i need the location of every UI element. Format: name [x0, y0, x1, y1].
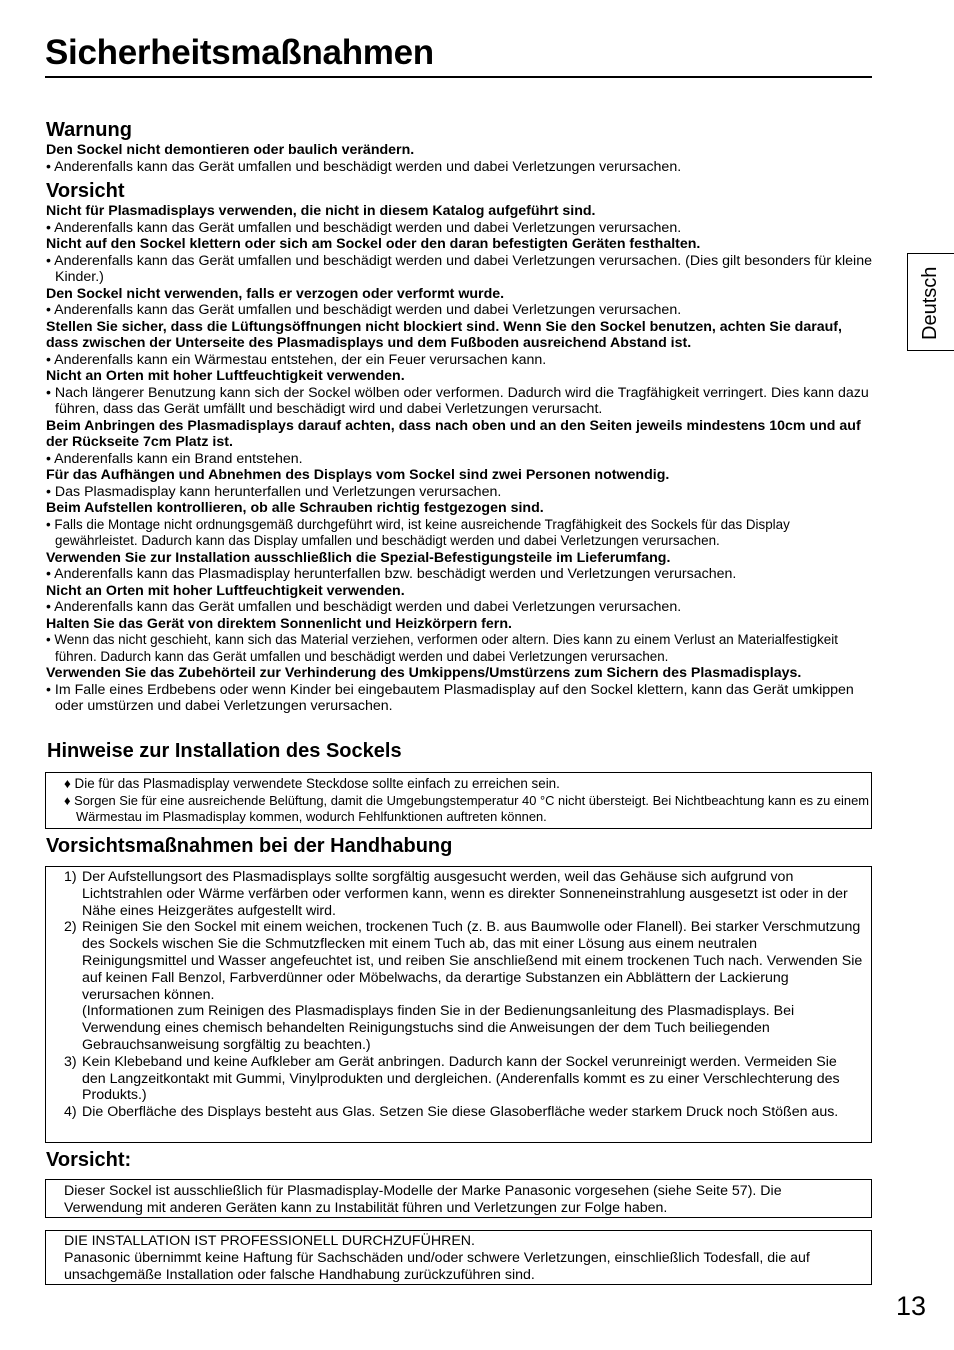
warnung-item-title: Den Sockel nicht demontieren oder baulich verändern.: [46, 142, 415, 158]
item-text: Kein Klebeband und keine Aufkleber am Gerät anbringen. Dadurch kann der Sockel verunreinigt werden. Vermeiden Sie den Langzeitkontakt mit Gummi, Vinylprodukten und dergleichen. (Anderenfalls kommt es zu einer Verschlechterung des Produkts.): [82, 1053, 840, 1104]
vorsicht2-box: [45, 1179, 872, 1218]
vorsicht-item-title: Den Sockel nicht verwenden, falls er verzogen oder verformt wurde.: [46, 285, 505, 302]
hinweise-box: [45, 772, 872, 829]
warnung-heading: Warnung: [46, 119, 132, 141]
handhabung-heading: Vorsichtsmaßnahmen bei der Handhabung: [46, 835, 453, 857]
page-number: 13: [896, 1291, 927, 1321]
vorsicht-item-title: Für das Aufhängen und Abnehmen des Displays vom Sockel sind zwei Personen notwendig.: [46, 467, 670, 483]
vorsicht2-heading: Vorsicht:: [46, 1149, 132, 1171]
item-number: 3): [64, 1053, 77, 1070]
handhabung-item: [64, 869, 863, 919]
vorsicht-item-title: Halten Sie das Gerät von direktem Sonnenlicht und Heizkörpern fern.: [46, 615, 512, 632]
item-number: 2): [64, 919, 77, 936]
item-text: Die Oberfläche des Displays besteht aus Glas. Setzen Sie diese Glasoberfläche weder starkem Druck noch Stößen aus.: [82, 1104, 839, 1121]
vorsicht-heading: Vorsicht: [46, 180, 125, 202]
installation-box: [45, 1230, 872, 1285]
vorsicht-item-title: Stellen Sie sicher, dass die Lüftungsöffnungen nicht blockiert sind. Wenn Sie den Sockel benutzen, achten Sie darauf, dass zwischen der Unterseite des Plasmadisplays und dem Fußboden ausreichend Abstand ist.: [46, 318, 842, 351]
vorsicht-item-text: • Wenn das nicht geschieht, kann sich das Material verziehen, verformen oder altern. Dies kann zu einem Verlust an Materialfestigkeit führen. Dadurch kann das Gerät umfallen und beschädigt werden und dabei Verletzungen verursachen.: [46, 632, 838, 664]
language-tab-label: Deutsch: [919, 266, 941, 340]
handhabung-item: [64, 919, 863, 1053]
vorsicht-item-title: Verwenden Sie zur Installation ausschließlich die Spezial-Befestigungsteile im Lieferumfang.: [46, 549, 671, 566]
hinweise-item: ♦ Sorgen Sie für eine ausreichende Belüftung, damit die Umgebungstemperatur 40 °C nicht übersteigt. Bei Nichtbeachtung kann es zu einem Wärmestau im Plasmadisplay kommen, wodurch Fehlfunktionen auftreten können.: [64, 792, 869, 825]
vorsicht-item-text: • Anderenfalls kann das Gerät umfallen und beschädigt werden und dabei Verletzungen verursachen.: [46, 219, 682, 236]
item-number: 1): [64, 869, 77, 885]
vorsicht-item-text: • Anderenfalls kann das Gerät umfallen und beschädigt werden und dabei Verletzungen verursachen.: [46, 302, 682, 318]
vorsicht-item-title: Nicht auf den Sockel klettern oder sich am Sockel oder den daran befestigten Geräten festhalten.: [46, 236, 701, 252]
handhabung-item: [64, 1054, 863, 1104]
installation-line-2: Panasonic übernimmt keine Haftung für Sachschäden und/oder schwere Verletzungen, einschließlich Todesfall, die auf unsachgemäße Installation oder falsche Handhabung zurückzuführen sind.: [64, 1249, 810, 1283]
hinweise-item: ♦ Die für das Plasmadisplay verwendete Steckdose sollte einfach zu erreichen sein.: [64, 776, 560, 791]
handhabung-box: [45, 866, 872, 1143]
item-text: Der Aufstellungsort des Plasmadisplays sollte sorgfältig ausgesucht werden, weil das Gehäuse sich aufgrund von Lichtstrahlen oder Wärme verfärben oder verformen kann, wenn es direkter Sonneneinstrahlung ausgesetzt ist oder in der Nähe eines Heizgerätes aufgestellt wird.: [82, 869, 848, 919]
item-text: Reinigen Sie den Sockel mit einem weichen, trockenen Tuch (z. B. aus Baumwolle oder Flanell). Bei starker Verschmutzung des Sockels wischen Sie die Schmutzflecken mit einem Tuch ab, das mit einer Lösung aus einem neutralen Reinigungsmittel und Wasser angefeuchtet ist, und reiben Sie anschließend mit einem trockenen Tuch nach. Verwenden Sie auf keinen Fall Benzol, Farbverdünner oder Möbelwachs, da derartige Substanzen ein Abblättern der Lackierung verursachen können.: [82, 919, 863, 1003]
vorsicht-item-text: • Anderenfalls kann ein Wärmestau entstehen, der ein Feuer verursachen kann.: [46, 351, 547, 368]
warnung-item-text: • Anderenfalls kann das Gerät umfallen und beschädigt werden und dabei Verletzungen verursachen.: [46, 158, 682, 175]
vorsicht2-text: Dieser Sockel ist ausschließlich für Plasmadisplay-Modelle der Marke Panasonic vorgesehen (siehe Seite 57). Die Verwendung mit anderen Geräten kann zu Instabilität führen und Verletzungen zur Folge haben.: [64, 1183, 782, 1216]
vorsicht-item-text: • Das Plasmadisplay kann herunterfallen und Verletzungen verursachen.: [46, 483, 502, 500]
vorsicht-item-title: Beim Anbringen des Plasmadisplays darauf achten, dass nach oben und an den Seiten jeweils mindestens 10cm und auf der Rückseite 7cm Platz ist.: [46, 417, 861, 450]
item-number: 4): [64, 1104, 77, 1121]
vorsicht-item-text: • Nach längerer Benutzung kann sich der Sockel wölben oder verformen. Dadurch wird die Tragfähigkeit verringert. Dies kann dazu führen, dass das Gerät umfällt und beschädigt wird und dabei Verletzungen verursacht.: [46, 384, 869, 417]
installation-line-1: DIE INSTALLATION IST PROFESSIONELL DURCHZUFÜHREN.: [64, 1233, 475, 1249]
item-note: (Informationen zum Reinigen des Plasmadisplays finden Sie in der Bedienungsanleitung des Plasmadisplays. Bei Verwendung eines chemisch behandelten Reinigungstuchs sind die Anweisungen der dem Tuch beiliegenden Gebrauchsanweisung sorgfältig zu beachten.): [82, 1003, 795, 1053]
vorsicht-item-title: Beim Aufstellen kontrollieren, ob alle Schrauben richtig festgezogen sind.: [46, 500, 544, 516]
vorsicht-item-title: Nicht für Plasmadisplays verwenden, die nicht in diesem Katalog aufgeführt sind.: [46, 203, 596, 219]
vorsicht-list: [46, 203, 876, 715]
handhabung-item: [64, 1104, 863, 1121]
hinweise-heading: Hinweise zur Installation des Sockels: [47, 740, 402, 762]
warnung-list: [46, 142, 876, 175]
page-title: Sicherheitsmaßnahmen: [45, 33, 434, 72]
title-underline: [45, 76, 872, 78]
vorsicht-item-text: • Anderenfalls kann das Gerät umfallen und beschädigt werden und dabei Verletzungen verursachen.: [46, 599, 682, 615]
vorsicht-item-text: • Anderenfalls kann ein Brand entstehen.: [46, 450, 303, 467]
vorsicht-item-text: • Im Falle eines Erdbebens oder wenn Kinder bei eingebautem Plasmadisplay auf den Sockel klettern, kann das Gerät umkippen oder umstürzen und dabei Verletzungen verursachen.: [46, 681, 854, 714]
vorsicht-item-text: • Anderenfalls kann das Gerät umfallen und beschädigt werden und dabei Verletzungen verursachen. (Dies gilt besonders für kleine Kinder.): [46, 252, 872, 285]
vorsicht-item-title: Nicht an Orten mit hoher Luftfeuchtigkeit verwenden.: [46, 368, 405, 384]
vorsicht-item-text: • Falls die Montage nicht ordnungsgemäß durchgeführt wird, ist keine ausreichende Tragfähigkeit des Sockels für das Display gewährleistet. Dadurch kann das Display umfallen und beschädigt werden und dabei Verletzungen verursachen.: [46, 516, 790, 548]
vorsicht-item-title: Nicht an Orten mit hoher Luftfeuchtigkeit verwenden.: [46, 582, 405, 599]
language-tab: [907, 253, 954, 351]
vorsicht-item-text: • Anderenfalls kann das Plasmadisplay herunterfallen bzw. beschädigt werden und Verletzungen verursachen.: [46, 566, 737, 582]
vorsicht-item-title: Verwenden Sie das Zubehörteil zur Verhinderung des Umkippens/Umstürzens zum Sichern des Plasmadisplays.: [46, 665, 802, 681]
